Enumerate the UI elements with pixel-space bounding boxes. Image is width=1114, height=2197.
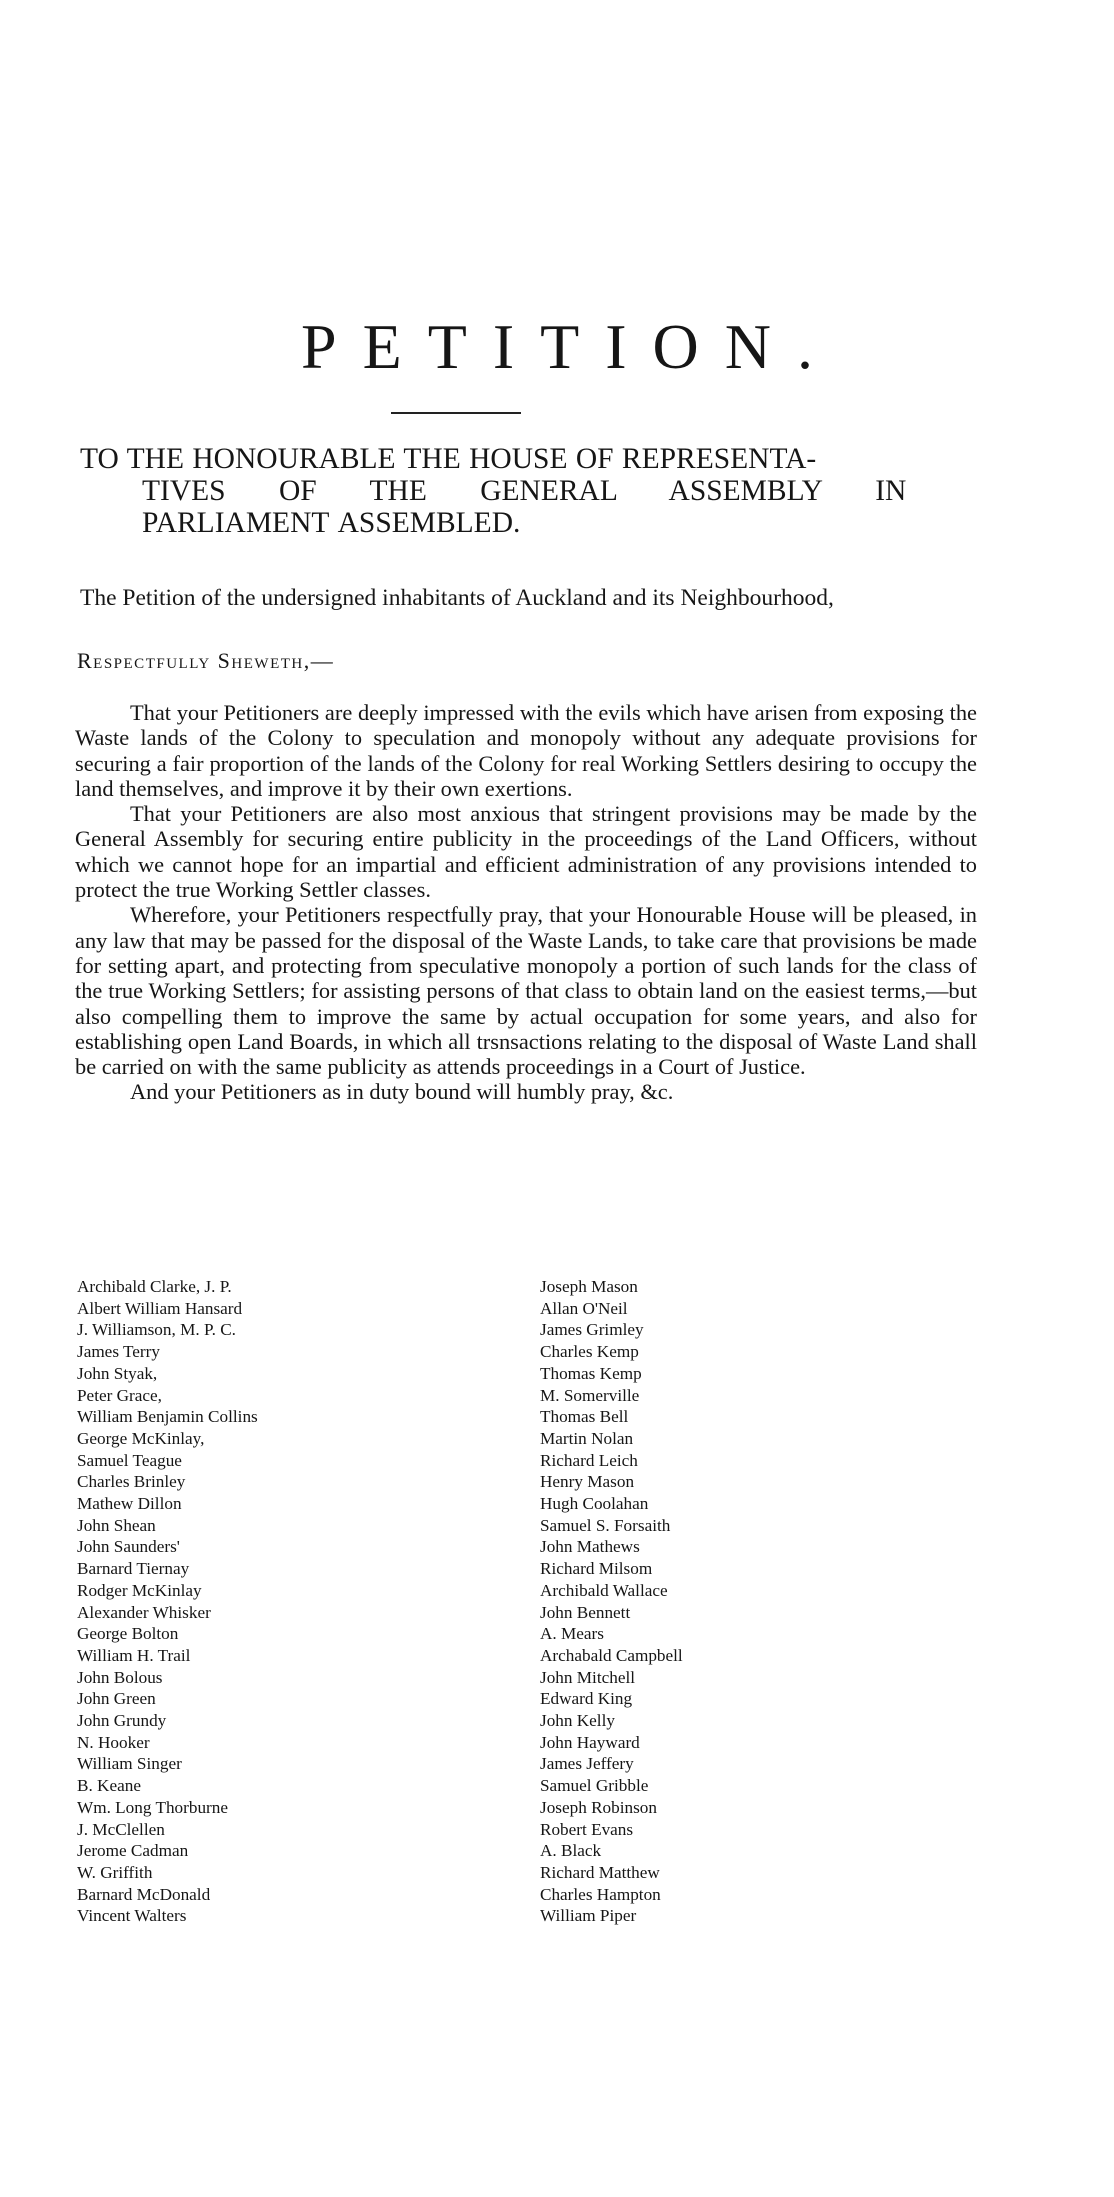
document-title: PETITION. (301, 311, 839, 382)
signatory-name: John Mitchell (540, 1667, 636, 1687)
signatory-name: John Styak, (77, 1363, 158, 1383)
signatory-name: Alexander Whisker (77, 1602, 211, 1622)
signatory-name: Archibald Wallace (540, 1580, 668, 1600)
signatory-name: Barnard Tiernay (77, 1559, 190, 1579)
signatory-name: Hugh Coolahan (540, 1494, 649, 1514)
signatory-name: James Jeffery (540, 1754, 634, 1774)
signatory-name: Charles Brinley (77, 1472, 186, 1492)
signatory-name: Thomas Kemp (540, 1363, 642, 1383)
petition-intro: The Petition of the undersigned inhabitants of Auckland and its Neighbourhood, (80, 585, 834, 611)
signatory-name: Richard Milsom (540, 1559, 653, 1579)
signatory-name: Allan O'Neil (540, 1298, 628, 1318)
signatory-name: William Piper (540, 1906, 637, 1926)
signatory-name: John Hayward (540, 1732, 640, 1752)
signatory-name: James Terry (77, 1342, 160, 1362)
signatory-name: Edward King (540, 1689, 633, 1709)
signatory-name: John Bolous (77, 1667, 163, 1687)
signatory-name: William Singer (77, 1754, 182, 1774)
signatory-name: Albert William Hansard (77, 1298, 243, 1318)
signatory-name: Samuel Gribble (540, 1776, 649, 1796)
signatory-name: Charles Hampton (540, 1884, 661, 1904)
signatory-name: George Bolton (77, 1624, 179, 1644)
signatory-name: N. Hooker (77, 1732, 150, 1752)
address-line: PARLIAMENT ASSEMBLED. (142, 507, 521, 539)
petition-closing: And your Petitioners as in duty bound will humbly pray, &c. (130, 1079, 674, 1105)
signatory-name: Rodger McKinlay (77, 1580, 202, 1600)
signatory-name: Richard Leich (540, 1450, 638, 1470)
address-line: TIVES OF THE GENERAL ASSEMBLY IN (142, 475, 907, 507)
signatory-name: John Mathews (540, 1537, 640, 1557)
signatory-name: B. Keane (77, 1776, 141, 1796)
signatory-name: Henry Mason (540, 1472, 635, 1492)
petition-paragraph: Wherefore, your Petitioners respectfully pray, that your Honourable House will be pleased, in any law that may be passed for the disposal of the Waste Lands, to take care that provisions be made for setting apart, and protecting from speculative monopoly a portion of such lands for the class of the true Working Settlers; for assisting persons of that class to obtain land on the easiest terms,—but also compelling them to improve the same by actual occupation for some years, and also for establishing open Land Boards, in which all trsnsactions relating to the disposal of Waste Land shall be carried on with the same publicity as attends proceedings in a Court of Justice. (75, 902, 977, 1080)
signatory-name: Samuel Teague (77, 1450, 182, 1470)
signatory-name: Wm. Long Thorburne (77, 1797, 228, 1817)
signatory-name: John Grundy (77, 1711, 167, 1731)
signatory-name: Joseph Mason (540, 1277, 638, 1296)
signatory-name: J. Williamson, M. P. C. (77, 1320, 236, 1340)
signatory-name: Peter Grace, (77, 1385, 162, 1405)
signatory-name: A. Mears (540, 1624, 604, 1644)
signatory-name: Barnard McDonald (77, 1884, 211, 1904)
signatory-name: Archibald Clarke, J. P. (77, 1277, 232, 1296)
signatory-name: John Shean (77, 1515, 156, 1535)
signatory-name: W. Griffith (77, 1862, 153, 1882)
signatories-left-column (77, 1276, 258, 1927)
signatory-name: John Saunders' (77, 1537, 180, 1557)
signatory-name: Archabald Campbell (540, 1645, 683, 1665)
signatory-name: William H. Trail (77, 1645, 191, 1665)
signatory-name: Joseph Robinson (540, 1797, 657, 1817)
signatory-name: Richard Matthew (540, 1862, 660, 1882)
signatories-right-column (540, 1276, 683, 1927)
signatory-name: George McKinlay, (77, 1428, 205, 1448)
signatory-name: John Kelly (540, 1711, 615, 1731)
signatory-name: Robert Evans (540, 1819, 634, 1839)
signatory-name: J. McClellen (77, 1819, 165, 1839)
address-line: TO THE HONOURABLE THE HOUSE OF REPRESENTA- (80, 443, 817, 475)
address-heading (80, 443, 980, 539)
signatory-name: Thomas Bell (540, 1407, 629, 1427)
title-divider (391, 412, 521, 414)
signatory-name: Jerome Cadman (77, 1841, 189, 1861)
salutation: Respectfully Sheweth,— (77, 648, 335, 673)
signatory-name: John Bennett (540, 1602, 631, 1622)
petition-paragraph: That your Petitioners are deeply impressed with the evils which have arisen from exposing the Waste lands of the Colony to speculation and monopoly without any adequate provisions for securing a fair proportion of the lands of the Colony for real Working Settlers desiring to occupy the land themselves, and improve it by their own exertions. (75, 700, 977, 801)
signatory-name: Martin Nolan (540, 1428, 634, 1448)
signatory-name: John Green (77, 1689, 156, 1709)
signatory-name: Vincent Walters (77, 1906, 187, 1926)
petition-body (75, 700, 977, 1105)
signatory-name: M. Somerville (540, 1385, 640, 1405)
signatory-name: Charles Kemp (540, 1342, 639, 1362)
signatory-name: A. Black (540, 1841, 602, 1861)
petition-paragraph: That your Petitioners are also most anxious that stringent provisions may be made by the General Assembly for securing entire publicity in the proceedings of the Land Officers, without which we cannot hope for an impartial and efficient administration of any provisions intended to protect the true Working Settler classes. (75, 801, 977, 903)
signatory-name: William Benjamin Collins (77, 1407, 258, 1427)
signatory-name: Mathew Dillon (77, 1494, 182, 1514)
signatory-name: James Grimley (540, 1320, 644, 1340)
signatory-name: Samuel S. Forsaith (540, 1515, 671, 1535)
